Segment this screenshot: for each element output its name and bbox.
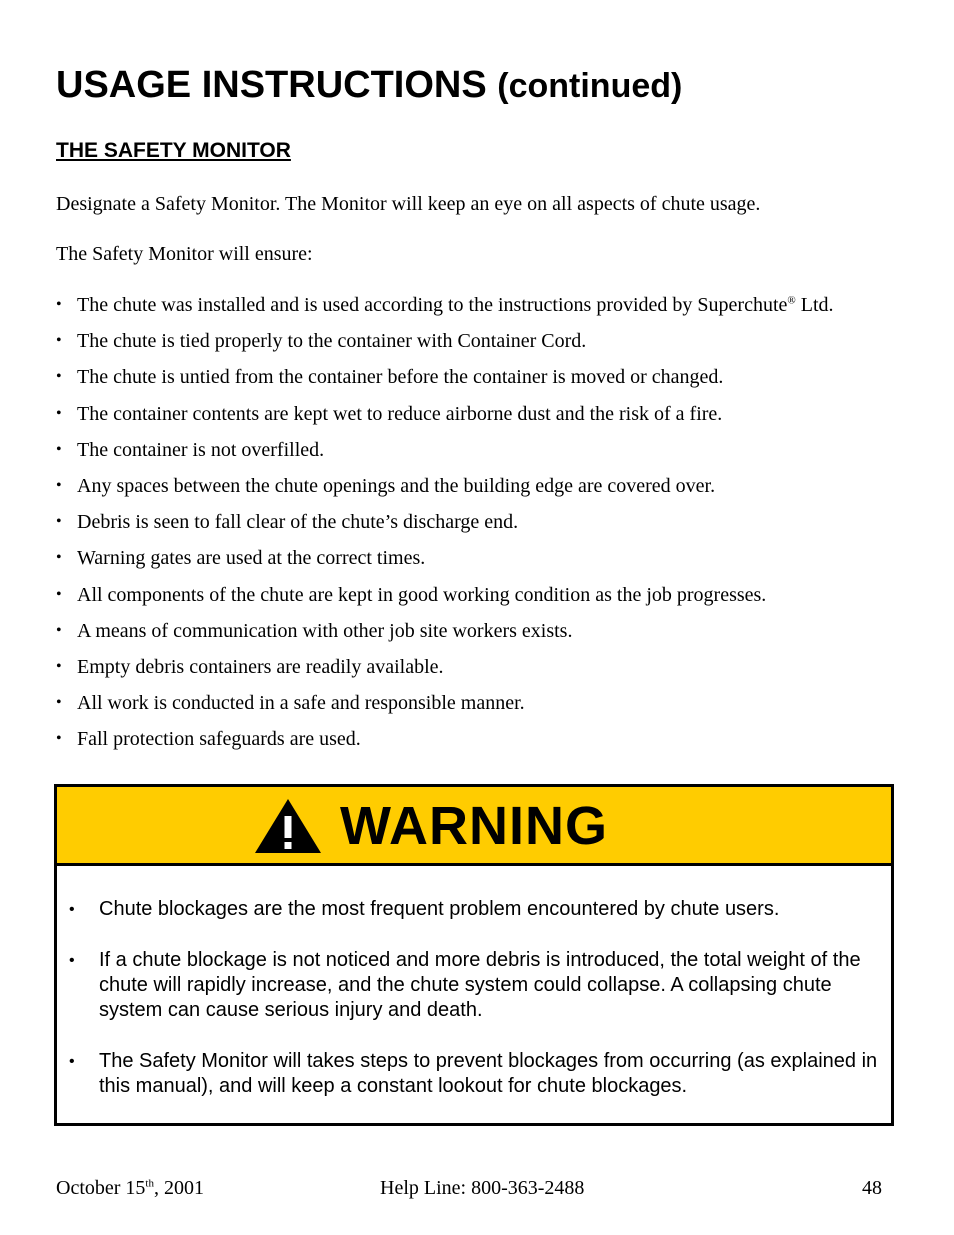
section-heading: THE SAFETY MONITOR xyxy=(56,139,291,162)
registered-mark: ® xyxy=(787,294,796,307)
list-item: • The container contents are kept wet to reduce airborne dust and the risk of a fire. xyxy=(56,401,834,437)
intro-paragraph: Designate a Safety Monitor. The Monitor will keep an eye on all aspects of chute usage. xyxy=(56,193,761,215)
ensure-list xyxy=(56,292,834,762)
date-ordinal: th xyxy=(145,1177,154,1190)
footer-helpline: Help Line: 800-363-2488 xyxy=(380,1177,585,1199)
warning-item: • Chute blockages are the most frequent problem encountered by chute users. xyxy=(69,897,879,922)
warning-banner xyxy=(57,787,891,866)
lead-paragraph: The Safety Monitor will ensure: xyxy=(56,243,313,265)
list-item: • Any spaces between the chute openings and the building edge are covered over. xyxy=(56,473,834,509)
list-item: • Warning gates are used at the correct times. xyxy=(56,545,834,581)
list-item-text: The chute was installed and is used according to the instructions provided by Superchute xyxy=(77,294,788,316)
page-title-main: USAGE INSTRUCTIONS xyxy=(56,64,487,106)
list-item: • Empty debris containers are readily available. xyxy=(56,654,834,690)
list-item: • The container is not overfilled. xyxy=(56,437,834,473)
list-item: • Debris is seen to fall clear of the chute’s discharge end. xyxy=(56,509,834,545)
warning-list xyxy=(69,897,879,1125)
list-item: • All work is conducted in a safe and responsible manner. xyxy=(56,690,834,726)
page-number: 48 xyxy=(862,1177,882,1199)
list-item: • The chute is untied from the container before the container is moved or changed. xyxy=(56,364,834,400)
page-title-continued: (continued) xyxy=(497,67,683,105)
list-item: • A means of communication with other job site workers exists. xyxy=(56,618,834,654)
warning-item: • The Safety Monitor will takes steps to prevent blockages from occurring (as explained in this manual), and will keep a constant lookout for chute blockages. xyxy=(69,1049,879,1099)
list-item xyxy=(56,292,834,328)
list-item: • The chute is tied properly to the container with Container Cord. xyxy=(56,328,834,364)
footer-date: October 15th, 2001 xyxy=(56,1177,204,1199)
list-item: • Fall protection safeguards are used. xyxy=(56,726,834,762)
page-title xyxy=(56,60,682,111)
list-item-text-end: Ltd. xyxy=(795,294,834,316)
warning-box xyxy=(54,784,894,1126)
list-item: • All components of the chute are kept in good working condition as the job progresses. xyxy=(56,582,834,618)
warning-item: • If a chute blockage is not noticed and more debris is introduced, the total weight of the chute will rapidly increase, and the chute system could collapse. A collapsing chute system can cause serious injury and death. xyxy=(69,948,879,1023)
warning-label: WARNING xyxy=(340,796,608,856)
warning-triangle-icon xyxy=(253,797,323,855)
